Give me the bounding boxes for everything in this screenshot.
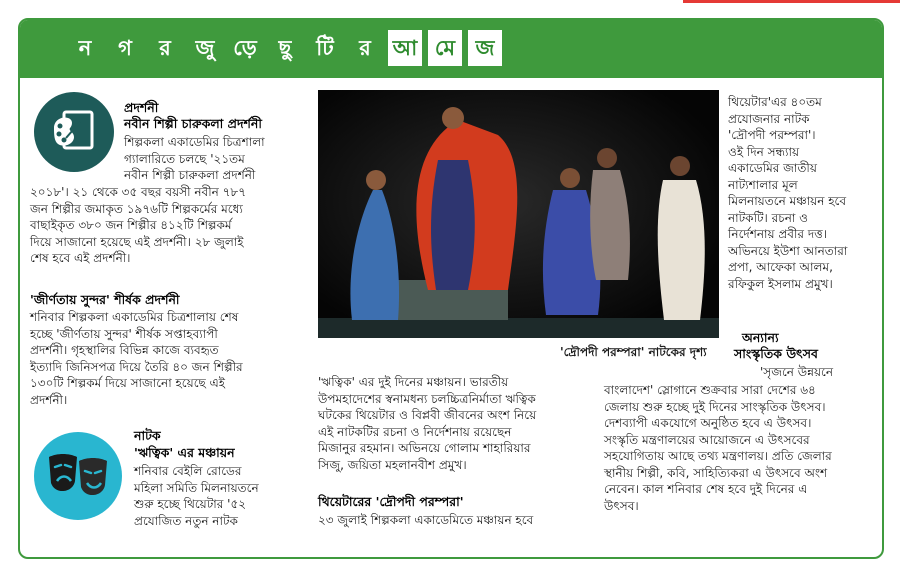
text-line: 'দ্রৌপদী পরম্পরা'। [728, 128, 816, 142]
text-line: হচ্ছে 'জীর্ণতায় সুন্দর' শীর্ষক সপ্তাহব্যাপী [30, 326, 218, 341]
accent-rule [683, 0, 900, 3]
text-line: মিলনায়তনে মঞ্চায়ন হবে [728, 194, 847, 208]
jirnotay-heading: 'জীর্ণতায় সুন্দর' শীর্ষক প্রদর্শনী [30, 292, 180, 307]
text-line: দেশব্যাপী একযোগে অনুষ্ঠিত হবে এ উৎসব। [604, 416, 812, 430]
text-line: জেলায় শুরু হচ্ছে দুই দিনের সাংস্কৃতিক উৎসব। [604, 399, 826, 414]
title-tile: র [359, 35, 371, 60]
natok-body [134, 463, 259, 529]
text-line: অভিনয়ে ইউশা আনতারা [728, 243, 848, 258]
text-line: নাট্যশালার মূল [728, 177, 798, 192]
text-line: 'সৃজনে উন্নয়নে [760, 365, 834, 379]
others-heading [734, 330, 818, 362]
text-line: রফিকুল ইসলাম প্রমুখ। [728, 276, 833, 291]
title-tile: ছু [278, 35, 292, 60]
title-tile: গ [118, 35, 132, 60]
text-line: বাংলাদেশ' স্লোগানে শুক্রবার সারা দেশের ৬৪ [604, 383, 816, 397]
others-heading-line: সাংস্কৃতিক উৎসব [734, 346, 818, 361]
exhibition-body [30, 184, 246, 267]
text-line: প্রদর্শনী। গৃহস্থালির বিভিন্ন কাজে ব্যবহৃত [30, 343, 219, 357]
photo-caption: 'দ্রৌপদী পরম্পরা' নাটকের দৃশ্য [560, 345, 707, 359]
text-line: উৎসব। [604, 498, 639, 513]
theater-masks-icon [34, 432, 122, 520]
text-line: শুরু হচ্ছে থিয়েটার '৫২ [134, 497, 247, 511]
text-line: সিজু, জয়িতা মহলানবীশ প্রমুখ। [318, 457, 467, 472]
title-tile: ড়ে [233, 35, 257, 60]
text-line: শেষ হবে এই প্রদর্শনী। [30, 251, 131, 265]
others-body-first-line [760, 364, 833, 381]
palette-icon [34, 92, 114, 172]
text-line: গ্যালারিতে চলছে '২১তম [124, 151, 245, 166]
text-line: নবীন শিল্পী চারুকলা প্রদর্শনী [124, 168, 256, 182]
text-line: ঘটকের থিয়েটার ও বিপ্লবী জীবনের অংশ নিয়ে [318, 408, 537, 422]
others-heading-line: অন্যান্য [742, 330, 779, 345]
text-line: বাছাইকৃত ৩৮০ জন শিল্পীর ৪১২টি শিল্পকর্ম [30, 218, 232, 232]
droupadi-heading: থিয়েটারের 'দ্রৌপদী পরম্পরা' [318, 494, 464, 509]
text-line: ২০১৮'। ২১ থেকে ৩৫ বছর বয়সী নবীন ৭৮৭ [30, 185, 246, 199]
text-line: প্রযোজনার নাটক [728, 111, 810, 126]
text-line: নির্দেশনায় প্রবীর দত্ত। [728, 227, 828, 241]
title-tile: ন [78, 35, 92, 60]
natok-heading: নাটক [134, 428, 161, 443]
text-line: প্রযোজিত নতুন নাটক [134, 513, 238, 528]
article-frame [18, 18, 884, 559]
text-line: প্রপা, আফেকা আলম, [728, 260, 833, 274]
title-tile-highlight: মে [428, 30, 462, 66]
text-line: প্রদর্শনী। [30, 392, 68, 407]
text-line: ২৩ জুলাই শিল্পকলা একাডেমিতে মঞ্চায়ন হবে [318, 513, 534, 527]
text-line: 'ঋত্বিক' এর দুই দিনের মঞ্চায়ন। ভারতীয় [318, 375, 509, 389]
exhibition-subheading: নবীন শিল্পী চারুকলা প্রদর্শনী [124, 116, 262, 131]
text-line: নেবেন। কাল শনিবার শেষ হবে দুই দিনের এ [604, 482, 808, 496]
text-line: মহিলা সমিতি মিলনায়তনে [134, 480, 259, 495]
text-line: একাডেমির জাতীয় [728, 161, 817, 175]
banner-title [68, 30, 502, 66]
text-line: সহযোগিতায় আছে তথ্য মন্ত্রণালয়। প্রতি জেলার [604, 449, 832, 463]
title-tile: টি [316, 35, 334, 60]
text-line: দিয়ে সাজানো হয়েছে এই প্রদর্শনী। ২৮ জুলাই [30, 234, 244, 249]
text-line: শিল্পকলা একাডেমির চিত্রশালা [124, 135, 265, 149]
text-line: সংস্কৃতি মন্ত্রণালয়ের আয়োজনে এ উৎসবের [604, 432, 810, 447]
exhibition-body-indented [124, 134, 265, 184]
droupadi-body [318, 512, 533, 529]
section-banner [20, 20, 882, 78]
text-line: নাটকটি। রচনা ও [728, 210, 809, 225]
text-line: এই নাটকটির রচনা ও নির্দেশনায় রয়েছেন [318, 424, 512, 439]
text-line: ১৩০টি শিল্পকর্ম দিয়ে সাজানো হয়েছে এই [30, 376, 225, 390]
play-photo [318, 90, 719, 338]
text-line: মিজানুর রহমান। অভিনয়ে গোলাম শাহারিয়ার [318, 441, 531, 455]
title-tile: র [159, 35, 171, 60]
text-line: শনিবার শিল্পকলা একাডেমির চিত্রশালায় শেষ [30, 310, 239, 324]
exhibition-heading: প্রদর্শনী [124, 100, 159, 115]
text-line: শনিবার বেইলি রোডের [134, 464, 242, 478]
natok-subheading: 'ঋত্বিক' এর মঞ্চায়ন [134, 445, 235, 460]
title-tile-highlight: আ [388, 30, 422, 66]
text-line: উপমহাদেশের স্বনামধন্য চলচ্চিত্রনির্মাতা ঋত্বিক [318, 391, 536, 406]
title-tile-highlight: জ [468, 30, 502, 66]
text-line: থিয়েটার'এর ৪০তম [728, 95, 822, 109]
droupadi-continued-body [728, 94, 847, 292]
title-tile: জু [195, 35, 215, 60]
text-line: জন শিল্পীর জমাকৃত ১৯৭৬টি শিল্পকর্মের মধ্যে [30, 201, 243, 216]
text-line: ইত্যাদি জিনিসপত্র দিয়ে তৈরি ৪০ জন শিল্পীর [30, 359, 243, 374]
rittik-continued-body [318, 374, 536, 473]
text-line: স্থানীয় শিল্পী, কবি, সাহিত্যিকরা এ উৎসবে অংশ [604, 465, 828, 480]
jirnotay-body [30, 309, 243, 408]
text-line: ওই দিন সন্ধ্যায় [728, 144, 800, 159]
others-body [604, 382, 832, 514]
